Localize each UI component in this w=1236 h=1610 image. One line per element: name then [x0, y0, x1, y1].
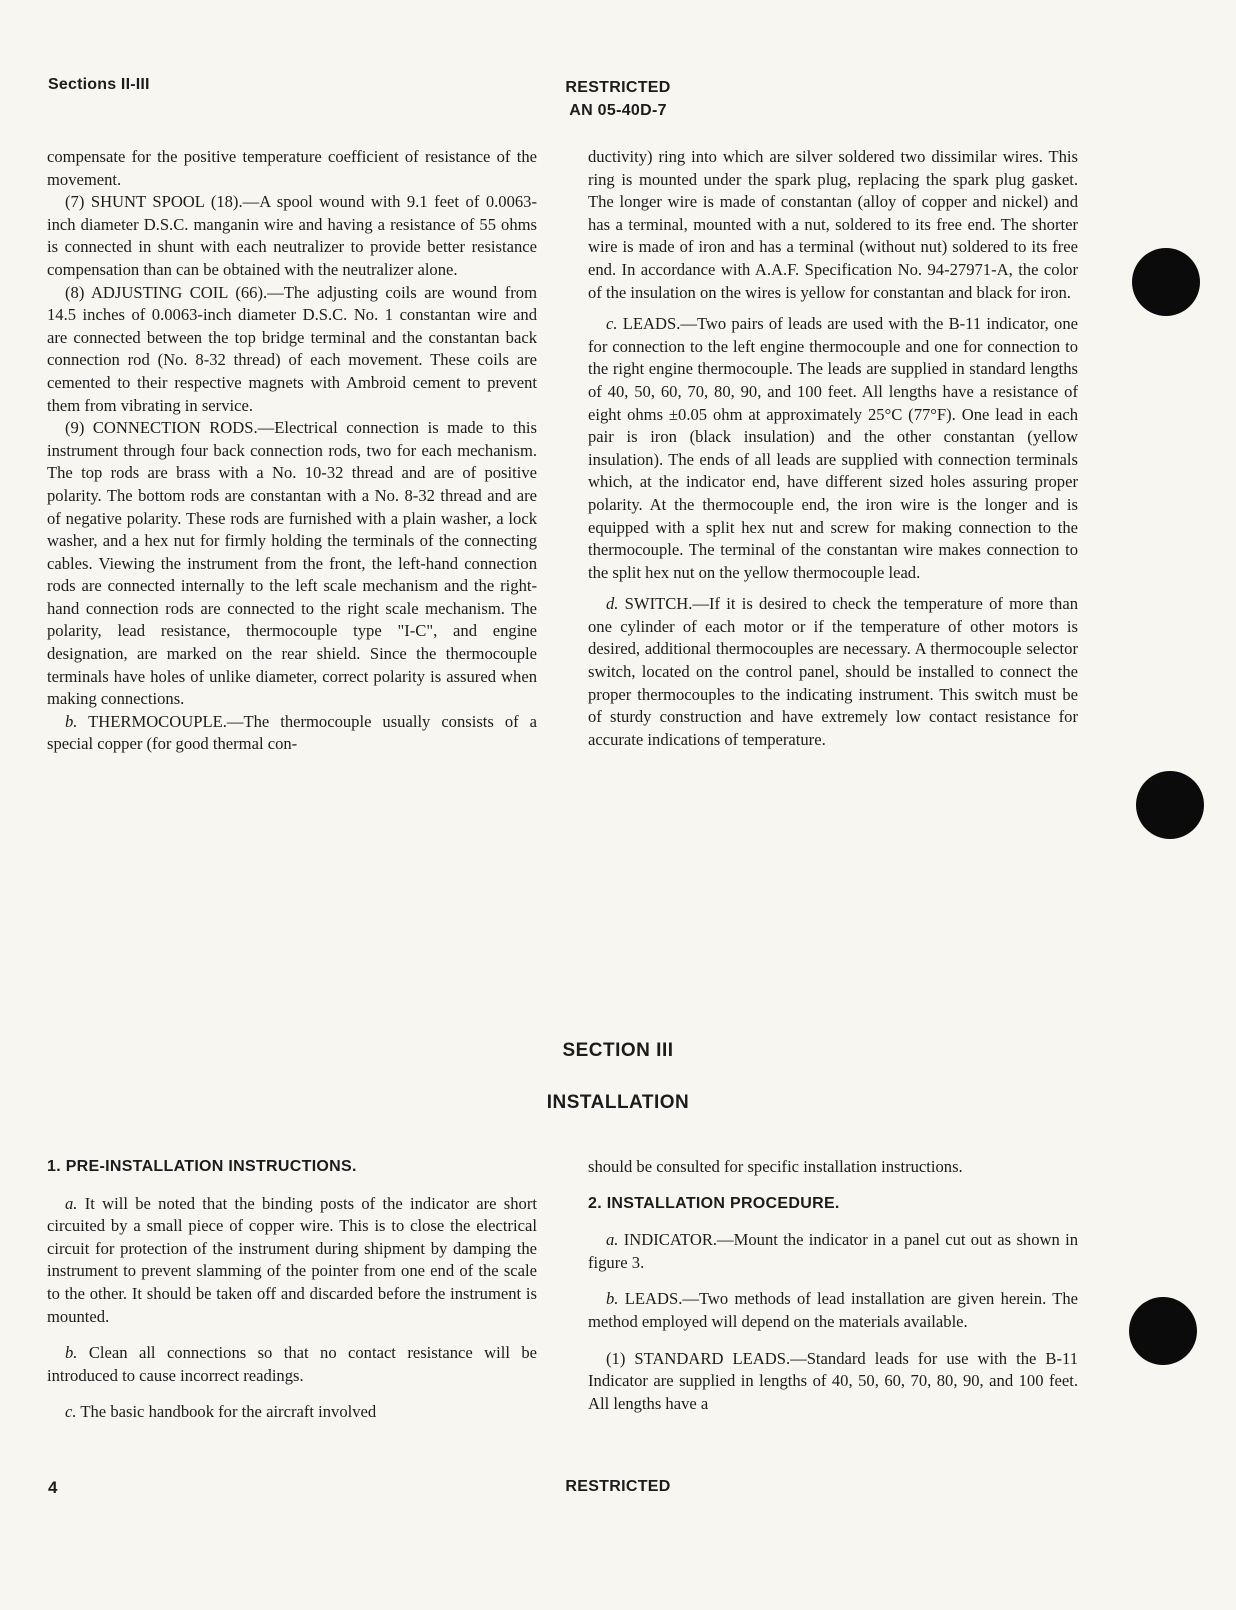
paragraph-pre-install-c [47, 1401, 537, 1424]
paragraph-text: Clean all connections so that no contact resistance will be introduced to cause incorrect readings. [47, 1343, 538, 1385]
binder-hole-top [1132, 248, 1200, 316]
paragraph-pre-install-b [47, 1342, 537, 1387]
item-letter: a. [606, 1230, 619, 1250]
item-letter: d. [606, 594, 619, 614]
paragraph-text: LEADS.—Two pairs of leads are used with the B-11 indicator, one for connection to the left engine thermocouple and one for connection to the right engine thermocouple. The leads are supplied in standard lengths of 40, 50, 60, 70, 80, 90, and 100 feet. All lengths have a resistance of eight ohms ±0.05 ohm at approximately 25°C (77°F). One lead in each pair is iron (black insulation) and the other constantan (yellow insulation). The ends of all leads are supplied with connection terminals which, at the indicator end, have different sized holes assuring proper polarity. At the thermocouple end, the iron wire is the longer and is equipped with a split hex nut and screw for making connection to the thermocouple. The terminal of the constantan wire makes connection to the split hex nut on the yellow thermocouple lead. [588, 314, 1078, 582]
item-letter: b. [65, 711, 78, 731]
upper-right-column [588, 146, 1078, 751]
lower-right-column [588, 1156, 1078, 1415]
paragraph-continuation: compensate for the positive temperature coefficient of resistance of the movement. [47, 147, 537, 189]
upper-left-column [47, 146, 537, 756]
binder-hole-bottom [1129, 1297, 1197, 1365]
paragraph-leads-methods [588, 1288, 1078, 1333]
paragraph-text: LEADS.—Two methods of lead installation are given herein. The method employed will depend on the materials available. [588, 1289, 1078, 1331]
paragraph-connection-rods: (9) CONNECTION RODS.—Electrical connection is made to this instrument through four back connection rods, two for each mechanism. The top rods are brass with a No. 10-32 thread and are of positive polarity. The bottom rods are constantan with a No. 8-32 thread and are of negative polarity. These rods are furnished with a plain washer, a lock washer, and a hex nut for firmly holding the terminals of the connecting cables. Viewing the instrument from the front, the left-hand connection rods are connected internally to the left scale mechanism and the right-hand connection rods are connected to the right scale mechanism. The polarity, lead resistance, thermocouple type "I-C", and engine designation, are marked on the rear shield. Since the thermocouple terminals have holes of unlike diameter, correct polarity is assured when making connections. [47, 418, 537, 709]
paragraph-handbook-continuation: should be consulted for specific installation instructions. [588, 1157, 963, 1176]
section-range-label: Sections II-III [48, 76, 150, 93]
paragraph-indicator [588, 1229, 1078, 1274]
paragraph-text: It will be noted that the binding posts of the indicator are short circuited by a small piece of copper wire. This is to close the electrical circuit for protection of the instrument during shipment by damping the instrument to prevent slamming of the pointer from one end of the scale to the other. It should be taken off and discarded before the instrument is mounted. [47, 1193, 537, 1326]
paragraph-leads [588, 313, 1078, 584]
section-subtitle: INSTALLATION [546, 1092, 690, 1113]
paragraph-text: The basic handbook for the aircraft involved [80, 1402, 377, 1422]
item-letter: a. [65, 1193, 78, 1213]
heading-pre-installation: 1. PRE-INSTALLATION INSTRUCTIONS. [47, 1158, 357, 1175]
paragraph-text: THERMOCOUPLE.—The thermocouple usually consists of a special copper (for good thermal con- [47, 711, 537, 754]
paragraph-thermocouple [47, 711, 537, 756]
item-letter: b. [606, 1289, 619, 1309]
document-number: AN 05-40D-7 [569, 102, 667, 119]
item-letter: c. [606, 314, 618, 334]
paragraph-text: SWITCH.—If it is desired to check the temperature of more than one cylinder of each motor or if the temperature of other motors is desired, additional thermocouples are necessary. A thermocouple selector switch, located on the control panel, should be installed to connect the proper thermocouples to the indicating instrument. This switch must be of sturdy construction and have extremely low contact resistance for accurate indications of temperature. [588, 594, 1078, 749]
page-header [0, 76, 1236, 122]
lower-left-column [47, 1156, 537, 1424]
paragraph-adjusting-coil: (8) ADJUSTING COIL (66).—The adjusting coils are wound from 14.5 inches of 0.0063-inch diameter D.S.C. No. 1 constantan wire and are connected between the top bridge terminal and the constantan back connection rod (No. 8-32 thread) of each movement. These coils are cemented to their respective magnets with Ambroid cement to prevent them from vibrating in service. [47, 282, 537, 415]
heading-installation-procedure: 2. INSTALLATION PROCEDURE. [588, 1194, 840, 1212]
paragraph-pre-install-a [47, 1193, 537, 1329]
footer-classification: RESTRICTED [565, 1478, 671, 1495]
paragraph-shunt-spool: (7) SHUNT SPOOL (18).—A spool wound with 9.1 feet of 0.0063-inch diameter D.S.C. manganin wire and having a resistance of 55 ohms is connected in shunt with each neutralizer to provide better resistance compensation than can be obtained with the neutralizer alone. [47, 192, 537, 279]
item-letter: b. [65, 1343, 78, 1363]
paragraph-standard-leads: (1) STANDARD LEADS.—Standard leads for use with the B-11 Indicator are supplied in lengths of 40, 50, 60, 70, 80, 90, and 100 feet. All lengths have a [588, 1348, 1078, 1413]
section-title: SECTION III [562, 1040, 674, 1061]
item-letter: c. [65, 1402, 77, 1422]
paragraph-switch [588, 593, 1078, 751]
paragraph-text: INDICATOR.—Mount the indicator in a panel cut out as shown in figure 3. [588, 1230, 1078, 1272]
header-classification: RESTRICTED [565, 79, 671, 96]
page-number: 4 [48, 1478, 58, 1497]
paragraph-ring-continuation: ductivity) ring into which are silver soldered two dissimilar wires. This ring is mounted under the spark plug, replacing the spark plug gasket. The longer wire is made of constantan (alloy of copper and nickel) and has a terminal, mounted with a nut, soldered to its free end. The shorter wire is made of iron and has a terminal (without nut) soldered to its free end. In accordance with A.A.F. Specification No. 94-27971-A, the color of the insulation on the wires is yellow for constantan and black for iron. [588, 147, 1078, 302]
binder-hole-middle [1136, 771, 1204, 839]
